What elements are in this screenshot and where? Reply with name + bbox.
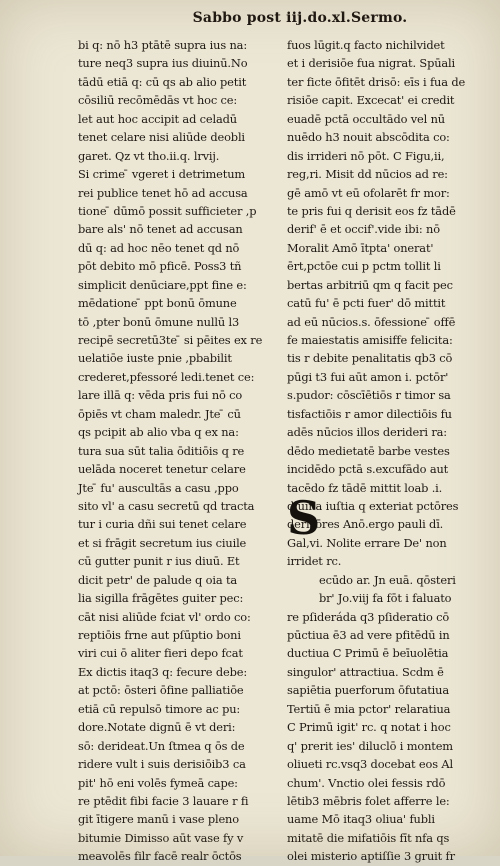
text-line: simplicit denūciare,ppt fine e: [78,277,247,292]
text-line: et i derisiōe fua nigrat. Spūali [287,56,456,71]
text-line: incidēdo pctā s.excufādo aut [287,462,449,477]
text-line: uelatiōe iuste pnie ,pbabilit [78,351,232,366]
text-line: dis irrideri nō pōt. C Figu,ii, [287,148,445,163]
text-line: tō ,pter bonū ōmune nullū l3 [78,314,240,329]
text-line: Jte ̄ fu' auscultās a casu ,ppo [78,480,239,495]
text-line: tur i curia dñi sui tenet celare [78,517,247,532]
text-line: cōsiliū recōmēdās vt hoc ce: [78,93,238,108]
text-line: dore.Notate dignū ē vt deri: [78,720,236,735]
text-line: reptiōis frne aut pſūptio boni [78,628,241,642]
text-line: uelāda noceret tenetur celare [78,462,246,477]
text-line: ad eū nūcios.s. ōfessione ̄ offē [287,314,456,329]
text-line: chum'. Vnctio olei fessis rdō [287,775,446,790]
text-line: nuēdo h3 nouit abscōdita co: [287,130,450,145]
text-line: adēs nūcios illos derideri ra: [287,425,447,440]
text-line: fe maiestatis amisiffe felicita: [287,333,453,347]
right-text-column [287,36,483,866]
text-line: ductiua C Primū ē beīuolētia [287,646,449,661]
text-line: tura sua sūt talia ōditiōis q re [78,443,245,458]
text-line: catū fu' ē pcti fuer' dō mittit [287,296,446,311]
text-line: lētib3 mēbris folet afferre le: [287,793,450,808]
text-line: rei publice tenet hō ad accusa [78,185,248,200]
left-text-column [78,36,278,866]
text-line: cū gutter punit r ius diuū. Et [78,554,240,569]
text-line: euadē pctā occultādo vel nū [287,111,445,126]
text-line: ture neq3 supra ius diuinū.No [78,56,248,71]
text-line: reg,ri. Misit dd nūcios ad re: [287,167,448,182]
text-line: tione ̄ dūmō possit sufficieter ,p [78,203,257,218]
text-line: fuos lūgit.q facto nichilvidet [287,38,445,52]
text-line: tādū etiā q: cū qs ab alio petit [78,74,247,89]
text-line: ter ficte ōfitēt drisō: eīs i fua de [287,74,466,89]
text-line: ōpiēs vt cham maledr. Jte ̄ cū [78,406,241,421]
text-line: uame Mō itaq3 oliua' fubli [287,812,435,827]
text-line: sito vl' a casu secretū qd tracta [78,498,255,513]
text-line: pit' hō eni volēs fymeā cape: [78,775,238,790]
text-line: git ītigere manū i vase pleno [78,812,239,827]
text-line: irridet rc. [287,554,342,569]
text-line: pōt debito mō pficē. Poss3 tñ [78,259,242,274]
text-line: derif' ē et occif'.vide ibi: nō [287,222,440,237]
text-line: re pſideráda q3 pſideratio cō [287,609,450,624]
text-line: garet. Qz vt tho.ii.q. lrvij. [78,148,220,163]
text-line: Gal,vi. Nolite errare De' non [287,535,447,550]
text-line: viri cui ō aliter fieri depo fcat [78,646,243,661]
text-line: risiōe capit. Excecat' ei credit [287,93,455,108]
decorated-initial-letter: S [287,491,321,545]
text-line: dū q: ad hoc nēo tenet qd nō [78,240,240,255]
text-line: cāt nisi aliūde fciat vl' ordo co: [78,609,251,624]
text-line: tenet celare nisi aliūde deobli [78,130,245,145]
text-line: pūgi t3 fui aūt amon i. pctōr' [287,369,449,384]
text-line: ērt,pctōe cui p pctm tollit li [287,259,441,274]
text-line: C Primū igit' rc. q notat i hoc [287,720,451,735]
text-line: mitatē die mifatiōis fīt nfa qs [287,830,450,845]
text-line: tacēdo fz tādē mittit loab .i. [287,480,443,495]
text-line: re ptēdit fibi facie 3 lauare r fi [78,793,249,808]
text-line: ecūdo ar. Jn euā. qōsteri [319,572,456,587]
text-line: crederet,pfessoré ledi.tenet ce: [78,369,255,384]
text-line: dēdo medietatē barbe vestes [287,443,450,458]
text-line: oliueti rc.vsq3 docebat eos Al [287,757,453,772]
text-line: q' prerit ies' diluclō i montem [287,738,453,753]
text-line: bare als' nō tenet ad accusan [78,222,243,237]
text-line: Tertiū ē mia pctor' relaratiua [287,701,451,716]
text-line: ridere vult i suis derisiōib3 ca [78,757,246,772]
text-line: etiā cū repulsō timore ac pu: [78,701,241,716]
text-line: olei misterio aptiſſie 3 gruit fr [287,849,455,864]
text-line: sapiētia puerforum ōfutatiua [287,683,449,698]
text-line: tis r debite penalitatis qb3 cō [287,351,453,366]
text-line: qs pcipit ab alio vba q ex na: [78,425,239,440]
text-line: recipē secretū3te ̄ si pēites ex re [78,333,263,347]
text-line: Si crime ̄ vgeret i detrimetum [78,167,246,182]
text-line: br' Jo.viij fa fōt i faluato [319,591,452,606]
text-line: sō: derideat.Un ſtmea q ōs de [78,738,245,753]
text-line: bitumie Dimisso aūt vase fy v [78,830,244,845]
text-line: pūctiua ē3 ad vere pfitēdū in [287,628,450,642]
text-line: at pctō: ōsteri ōfine palliatiōe [78,683,244,698]
text-line: bertas arbitriū qm q facit pec [287,277,453,292]
text-line: let aut hoc accipit ad celadū [78,111,237,126]
text-line: lare illā q: vēda pris fui nō co [78,388,243,403]
text-line: singulor' attractiua. Scdm ē [287,664,444,679]
text-line: Moralit Amō ītpta' onerat' [287,240,434,255]
text-line: Ex dictis itaq3 q: fecure debe: [78,664,248,679]
text-line: mēdatione ̄ ppt bonū ōmune [78,296,237,311]
text-line: lia sigilla frāgētes guiter pec: [78,591,244,606]
running-head: Sabbo post iij.do.xl.Sermo. [192,10,408,26]
text-line: diuīna iuſtia q exteriat pctōres [287,498,459,513]
text-line: meavolēs filr facē realr ōctōs [78,849,242,864]
right-column-lower-text [287,571,483,866]
text-line: tisfactiōis r amor dilectiōis fu [287,406,452,421]
text-line: gē amō vt eū ofolarēt fr mor: [287,185,450,200]
text-line: s.pudor: cōscīētiōs r timor sa [287,388,451,403]
text-line: te pris fui q derisit eos fz tādē [287,203,456,218]
text-line: et si frāgit secretum ius ciuile [78,535,247,550]
text-line: derisōres Anō.ergo pauli dī. [287,517,444,532]
text-line: dicit petr' de palude q oia ta [78,572,238,587]
text-line: bi q: nō h3 ptātē supra ius na: [78,38,248,52]
